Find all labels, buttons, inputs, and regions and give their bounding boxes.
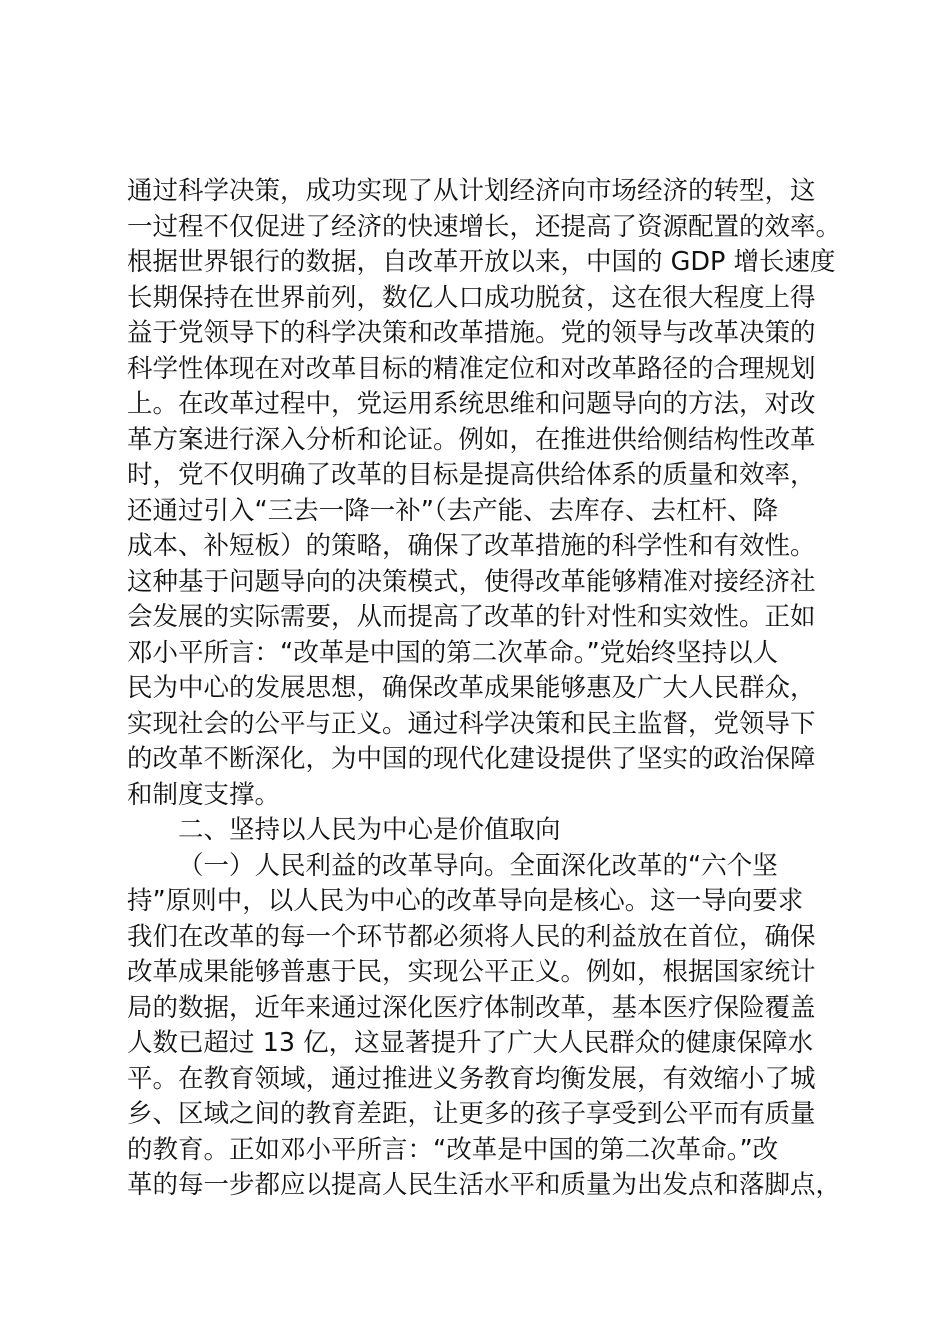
- text-line: 平。在教育领域，通过推进义务教育均衡发展，有效缩小了城: [127, 1063, 816, 1094]
- text-line: 时，党不仅明确了改革的目标是提高供给体系的质量和效率，: [127, 460, 816, 490]
- section-heading: 二、坚持以人民为中心是价值取向: [178, 815, 561, 845]
- subsection-heading-line: （一）人民利益的改革导向。全面深化改革的“六个坚: [178, 850, 778, 881]
- body-text: [127, 174, 842, 1204]
- text-line: 益于党领导下的科学决策和改革措施。党的领导与改革决策的: [127, 318, 816, 348]
- text-line: 的教育。正如邓小平所言：“改革是中国的第二次革命。”改: [127, 1134, 779, 1165]
- text-line: 乡、区域之间的教育差距，让更多的孩子享受到公平而有质量: [127, 1099, 816, 1129]
- text-line: 改革成果能够普惠于民，实现公平正义。例如，根据国家统计: [127, 957, 816, 987]
- text-line: 通过科学决策，成功实现了从计划经济向市场经济的转型，这: [127, 176, 816, 206]
- text-line: 会发展的实际需要，从而提高了改革的针对性和实效性。正如: [127, 602, 816, 632]
- text-line: 成本、补短板）的策略，确保了改革措施的科学性和有效性。: [127, 531, 816, 561]
- text-line: 我们在改革的每一个环节都必须将人民的利益放在首位，确保: [127, 921, 816, 952]
- text-line: 上。在改革过程中，党运用系统思维和问题导向的方法，对改: [127, 389, 816, 419]
- text-line: 根据世界银行的数据，自改革开放以来，中国的 GDP 增长速度: [127, 247, 836, 277]
- text-line: 持”原则中，以人民为中心的改革导向是核心。这一导向要求: [127, 886, 804, 916]
- text-line: 一过程不仅促进了经济的快速增长，还提高了资源配置的效率。: [127, 211, 842, 242]
- text-line: 实现社会的公平与正义。通过科学决策和民主监督，党领导下: [127, 708, 816, 739]
- text-line: 革方案进行深入分析和论证。例如，在推进供给侧结构性改革: [127, 424, 816, 455]
- text-line: 和制度支撑。: [127, 779, 281, 810]
- text-line: 局的数据，近年来通过深化医疗体制改革，基本医疗保险覆盖: [127, 992, 816, 1023]
- text-line: 还通过引入“三去一降一补”（去产能、去库存、去杠杆、降: [127, 495, 779, 526]
- text-line: 的改革不断深化，为中国的现代化建设提供了坚实的政治保障: [127, 744, 816, 774]
- text-line: 长期保持在世界前列，数亿人口成功脱贫，这在很大程度上得: [127, 282, 816, 313]
- text-line: 民为中心的发展思想，确保改革成果能够惠及广大人民群众，: [127, 673, 816, 703]
- text-line: 邓小平所言：“改革是中国的第二次革命。”党始终坚持以人: [127, 637, 779, 668]
- text-line: 人数已超过 13 亿，这显著提升了广大人民群众的健康保障水: [127, 1028, 814, 1058]
- text-line: 科学性体现在对改革目标的精准定位和对改革路径的合理规划: [127, 353, 816, 384]
- text-line: 这种基于问题导向的决策模式，使得改革能够精准对接经济社: [127, 566, 816, 597]
- text-line: 革的每一步都应以提高人民生活水平和质量为出发点和落脚点，: [127, 1170, 842, 1200]
